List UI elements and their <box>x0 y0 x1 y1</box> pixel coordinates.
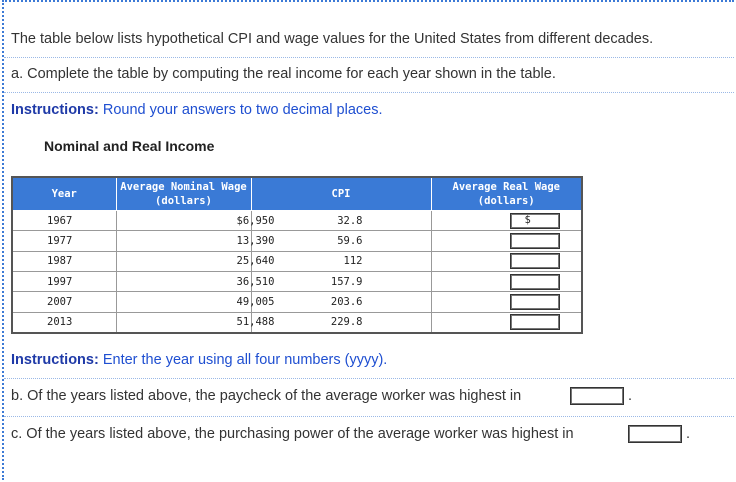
table-row <box>12 271 582 291</box>
table-row <box>12 312 582 333</box>
real-wage-input-1977[interactable] <box>510 233 560 249</box>
year-cell: 1967 <box>12 211 116 231</box>
dollar-sign: $ <box>524 214 531 226</box>
table-row <box>12 292 582 312</box>
separator <box>4 378 734 379</box>
table-row <box>12 251 582 271</box>
real-wage-input-2013[interactable] <box>510 314 560 330</box>
part-c-period: . <box>686 426 691 442</box>
instructions-b <box>11 352 387 368</box>
year-cell: 2007 <box>12 292 116 312</box>
income-table <box>11 176 583 334</box>
cpi-cell: 203.6 <box>251 292 431 312</box>
part-c-year-input[interactable] <box>628 425 682 443</box>
separator <box>4 416 734 417</box>
table-row <box>12 231 582 251</box>
intro-text: The table below lists hypothetical CPI and wage values for the United States from different decades. <box>11 31 654 47</box>
real-wage-cell <box>431 312 582 333</box>
wage-cell: 25,640 <box>116 251 251 271</box>
year-cell: 1987 <box>12 251 116 271</box>
part-a-text: a. Complete the table by computing the real income for each year shown in the table. <box>11 66 556 82</box>
real-wage-input-1967[interactable] <box>510 213 560 229</box>
wage-cell: $6,950 <box>116 211 251 231</box>
real-wage-cell <box>431 231 582 251</box>
real-wage-cell <box>431 271 582 291</box>
real-wage-input-2007[interactable] <box>510 294 560 310</box>
cpi-cell: 157.9 <box>251 271 431 291</box>
instructions-text: Round your answers to two decimal places. <box>98 102 383 118</box>
instructions-label: Instructions: <box>11 352 99 368</box>
instructions-label: Instructions: <box>11 102 99 118</box>
header-nominal-wage: Average Nominal Wage (dollars) <box>116 177 251 211</box>
part-b-text: b. Of the years listed above, the paycheck of the average worker was highest in <box>11 388 522 404</box>
part-c-text: c. Of the years listed above, the purchasing power of the average worker was highest in <box>11 426 574 442</box>
table-row <box>12 211 582 231</box>
header-cpi: CPI <box>251 177 431 211</box>
wage-cell: 36,510 <box>116 271 251 291</box>
part-b-year-input[interactable] <box>570 387 624 405</box>
header-real-wage: Average Real Wage (dollars) <box>431 177 582 211</box>
year-cell: 2013 <box>12 312 116 333</box>
table-header-row <box>12 177 582 211</box>
real-wage-input-1987[interactable] <box>510 253 560 269</box>
real-wage-cell <box>431 251 582 271</box>
cpi-cell: 59.6 <box>251 231 431 251</box>
cpi-cell: 229.8 <box>251 312 431 333</box>
part-b-period: . <box>628 388 633 404</box>
year-cell: 1997 <box>12 271 116 291</box>
real-wage-input-1997[interactable] <box>510 274 560 290</box>
separator <box>4 57 734 58</box>
instructions-a <box>11 102 383 118</box>
wage-cell: 49,005 <box>116 292 251 312</box>
instructions-text: Enter the year using all four numbers (yyyy). <box>98 352 388 368</box>
year-cell: 1977 <box>12 231 116 251</box>
real-wage-cell <box>431 211 582 231</box>
cpi-cell: 32.8 <box>251 211 431 231</box>
wage-cell: 13,390 <box>116 231 251 251</box>
real-wage-cell <box>431 292 582 312</box>
separator <box>4 92 734 93</box>
table-title: Nominal and Real Income <box>44 138 215 154</box>
wage-cell: 51,488 <box>116 312 251 333</box>
cpi-cell: 112 <box>251 251 431 271</box>
header-year: Year <box>12 177 116 211</box>
